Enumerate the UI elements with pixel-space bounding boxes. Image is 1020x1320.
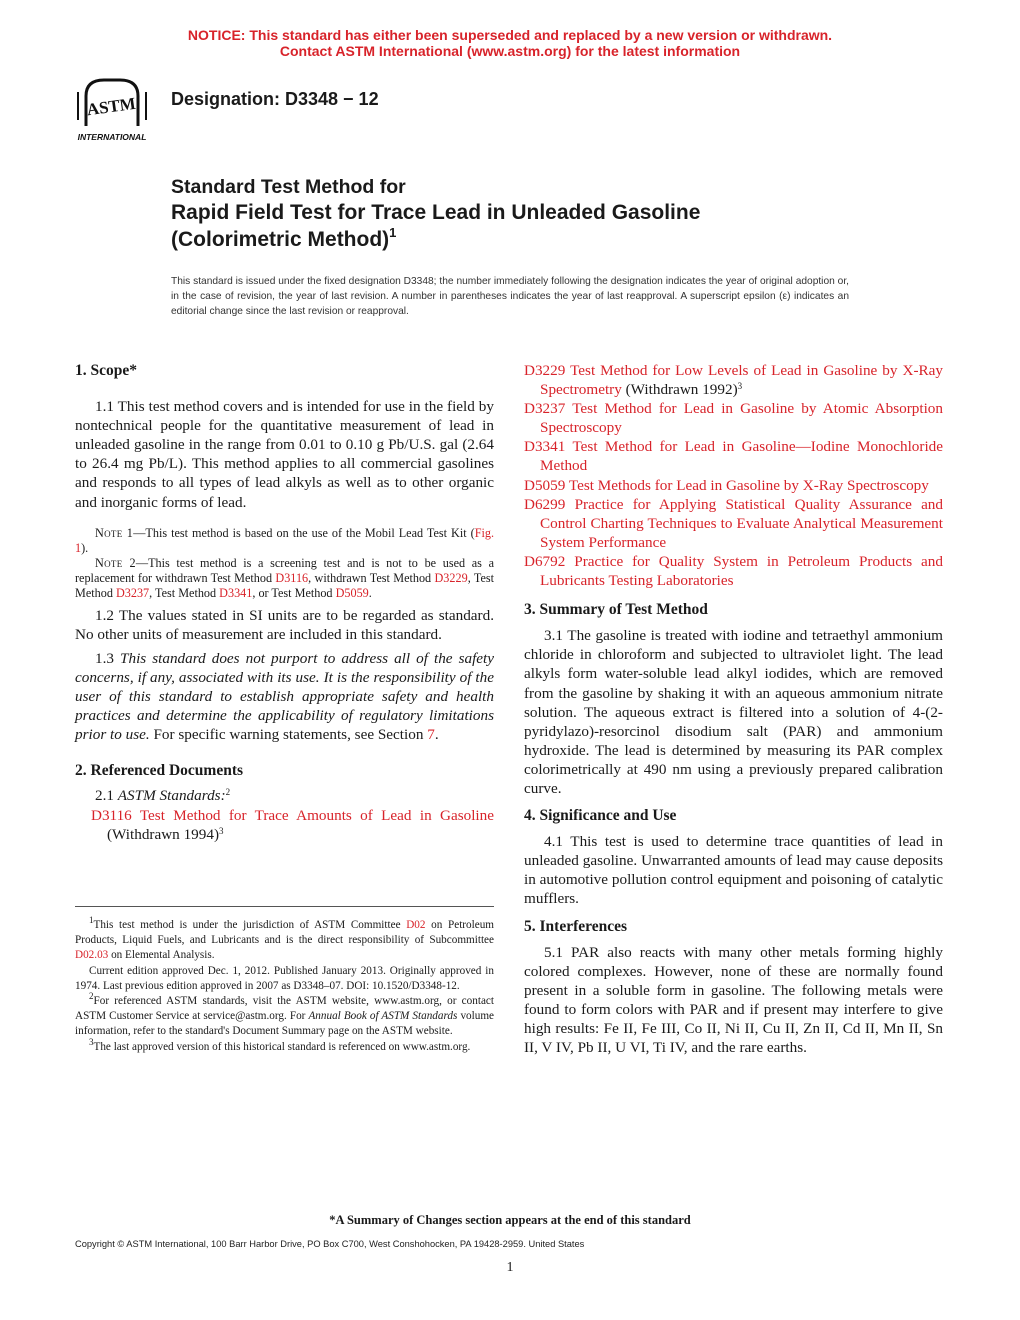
copyright-line: Copyright © ASTM International, 100 Barr Harbor Drive, PO Box C700, West Conshohocken, PA 19428-2959. United States xyxy=(75,1239,585,1249)
title-line-1: Standard Test Method for xyxy=(171,176,406,198)
annual-book-title: Annual Book of ASTM Standards xyxy=(308,1010,458,1023)
title-line-2: Rapid Field Test for Trace Lead in Unleaded Gasoline xyxy=(171,201,701,224)
ref-code[interactable]: D6299 xyxy=(524,495,566,513)
title-line-3-text: (Colorimetric Method) xyxy=(171,228,390,251)
ref-title[interactable]: Test Method for Lead in Gasoline by Atomic Absorption Spectroscopy xyxy=(540,400,943,437)
section-7-link[interactable]: 7 xyxy=(427,726,435,744)
committee-d02-link[interactable]: D02 xyxy=(406,919,426,931)
footnotes xyxy=(75,915,494,1055)
footnote-1-text-a: This test method is under the jurisdiction of ASTM Committee xyxy=(93,919,407,931)
note-2-mid2: , Test Method xyxy=(75,570,494,600)
summary-of-changes-note: *A Summary of Changes section appears at the end of this standard xyxy=(329,1213,691,1227)
paragraph-1-2: 1.2 The values stated in SI units are to be regarded as standard. No other units of measurement are included in this standard. xyxy=(75,606,494,643)
ref-list-right xyxy=(524,361,943,590)
withdrawal-notice xyxy=(0,27,1020,59)
figure-1-link[interactable]: Fig. 1 xyxy=(75,525,494,555)
footnote-2-mark-fn: 2 xyxy=(89,991,94,1002)
paragraph-1-3-rest: For specific warning statements, see Section xyxy=(149,726,428,744)
paragraph-1-3-number: 1.3 xyxy=(95,649,121,667)
ref-title[interactable]: Practice for Quality System in Petroleum Products and Lubricants Testing Laboratories xyxy=(540,552,943,590)
ref-footnote-mark: 3 xyxy=(737,381,743,392)
footnote-1-edition: Current edition approved Dec. 1, 2012. Published January 2013. Originally approved in 1974. Last previous edition approved in 2007 as D3348–07. DOI: 10.1520/D3348-12. xyxy=(75,964,494,992)
document-title xyxy=(171,175,700,253)
note-2 xyxy=(75,556,494,601)
ref-code[interactable]: D3229 xyxy=(524,362,566,379)
ref-d3341[interactable] xyxy=(524,437,943,475)
astm-standards-label: ASTM Standards: xyxy=(117,787,226,805)
issuance-statement: This standard is issued under the fixed designation D3348; the number immediately following the designation indicates the year of original adoption or, in the case of revision, the year of last revision. A number in parentheses indicates the year of last reapproval. A superscript epsilon (ε) indicates an editorial change since the last revision or reapproval. xyxy=(171,276,849,317)
footnote-2-text-a: For referenced ASTM standards, visit the ASTM website, www.astm.org, or contact ASTM Customer Service at service@astm.org. For xyxy=(75,995,494,1023)
ref-code[interactable]: D3341 xyxy=(524,438,566,456)
ref-footnote-mark: 3 xyxy=(219,825,224,836)
ref-status: (Withdrawn 1992) xyxy=(621,381,738,399)
ref-code[interactable]: D3116 xyxy=(91,806,132,824)
ref-d6299[interactable] xyxy=(524,495,943,552)
note-2-text: —This test method is a screening test and is not to be used as a replacement for withdrawn Test Method xyxy=(75,555,494,585)
ref-d3229[interactable] xyxy=(524,361,943,399)
page-number: 1 xyxy=(506,1260,514,1275)
title-line-3 xyxy=(171,226,700,253)
logo-mark-text: ASTM xyxy=(85,93,137,120)
footnote-1 xyxy=(75,915,494,964)
ref-status: (Withdrawn 1994) xyxy=(107,825,219,843)
ref-title[interactable]: Test Method for Low Levels of Lead in Gasoline by X-Ray Spectrometry xyxy=(540,362,943,399)
title-footnote-mark: 1 xyxy=(389,225,397,240)
logo-subtext: INTERNATIONAL xyxy=(77,132,147,142)
ref-title[interactable]: Test Methods for Lead in Gasoline by X-Ray Spectroscopy xyxy=(565,476,929,494)
footnote-3-mark: 3 xyxy=(89,1036,94,1047)
note-1 xyxy=(75,526,494,556)
ref-code[interactable]: D3237 xyxy=(524,400,566,418)
paragraph-2-1 xyxy=(75,786,494,805)
designation: Designation: D3348 − 12 xyxy=(171,89,379,109)
footnote-1-mark: 1 xyxy=(89,915,94,925)
note-1-label: Note 1 xyxy=(95,525,134,540)
paragraph-4-1: 4.1 This test is used to determine trace quantities of lead in unleaded gasoline. Unwarranted amounts of lead may cause deposits in automotive pollution control equipment and poisoning of catalytic mufflers. xyxy=(524,833,943,908)
link-d3116[interactable]: D3116 xyxy=(275,570,309,585)
note-2-label: Note 2 xyxy=(95,555,136,570)
ref-d3237[interactable] xyxy=(524,399,943,437)
notice-line-1: NOTICE: This standard has either been superseded and replaced by a new version or withdrawn. xyxy=(187,27,833,43)
note-1-end: ). xyxy=(81,540,89,555)
paragraph-3-1: 3.1 The gasoline is treated with iodine and tetraethyl ammonium chloride in chloroform and subjected to ultraviolet light. The lead alkyls form water-soluble lead alkyl iodides, which are removed from the gasoline by shaking it with an aqueous ammonium nitrate solution. The aqueous extract is filtered into a solution of 4-(2-pyridylazo)-resorcinol disodium salt (PAR) and ammonium hydroxide. The lead is determined by measuring its PAR complex colorimetrically at 490 nm using a previously prepared calibration curve. xyxy=(524,627,943,797)
note-2-end: . xyxy=(368,585,372,600)
ref-title[interactable]: Test Method for Trace Amounts of Lead in Gasoline xyxy=(131,806,494,824)
ref-d5059[interactable] xyxy=(524,476,943,495)
right-column xyxy=(524,361,943,1057)
notice-line-2: Contact ASTM International (www.astm.org) for the latest information xyxy=(279,43,741,59)
safety-caveat: This standard does not purport to address all of the safety concerns, if any, associated with its use. It is the responsibility of the user of this standard to establish appropriate safety and health practices and determine the applicability of regulatory limitations prior to use. xyxy=(75,649,495,744)
section-4-heading: 4. Significance and Use xyxy=(524,807,677,825)
left-column xyxy=(75,361,494,844)
ref-list-left xyxy=(75,806,494,844)
footnote-3-text: The last approved version of this historical standard is referenced on www.astm.org. xyxy=(93,1040,471,1053)
astm-logo xyxy=(74,74,164,144)
note-2-mid1: , withdrawn Test Method xyxy=(308,570,435,585)
footnote-2-text-b: volume information, refer to the standard's Document Summary page on the ASTM website. xyxy=(75,1010,494,1038)
note-2-mid4: , or Test Method xyxy=(252,585,336,600)
subcommittee-d02-03-link[interactable]: D02.03 xyxy=(75,949,109,962)
paragraph-5-1: 5.1 PAR also reacts with many other metals forming highly colored complexes. However, none of these are normally found present in a soluble form in gasoline. The following metals were found to form colors with PAR and if present may interfere to give high results: Fe II, Fe III, Co II, Ni II, Cu II, Zn II, Cd II, Mn II, Sn II, V IV, Pb II, U VI, Ti IV, and the rare earths. xyxy=(524,943,943,1057)
footnote-2 xyxy=(75,991,494,1040)
ref-title[interactable]: Practice for Applying Statistical Quality Assurance and Control Charting Techniques to Evaluate Analytical Measurement System Performance xyxy=(540,495,943,551)
footnote-rule xyxy=(75,906,494,907)
paragraph-1-3 xyxy=(75,649,494,744)
paragraph-1-1: 1.1 This test method covers and is intended for use in the field by nontechnical people for the quantitative measurement of lead in unleaded gasoline in the range from 0.01 to 0.10 g Pb/U.S. gal (2.64 to 26.4 mg Pb/L). This method applies to all commercial gasolines and responds to all types of lead alkyls as well as to other organic and inorganic forms of lead. xyxy=(75,398,494,511)
link-d5059[interactable]: D5059 xyxy=(335,585,369,600)
ref-code[interactable]: D6792 xyxy=(524,552,566,570)
footnote-2-mark: 2 xyxy=(225,787,231,798)
section-3-heading: 3. Summary of Test Method xyxy=(524,601,708,619)
footnote-1-text-c: on Elemental Analysis. xyxy=(108,949,215,962)
section-2-heading: 2. Referenced Documents xyxy=(75,762,244,780)
ref-d6792[interactable] xyxy=(524,552,943,590)
footnote-3 xyxy=(75,1036,494,1055)
link-d3341[interactable]: D3341 xyxy=(219,585,253,600)
link-d3229[interactable]: D3229 xyxy=(434,570,468,585)
paragraph-2-1-number: 2.1 xyxy=(95,787,118,805)
link-d3237[interactable]: D3237 xyxy=(115,585,150,600)
section-5-heading: 5. Interferences xyxy=(524,917,628,935)
footnote-1-text-b: on Petroleum Products, Liquid Fuels, and Lubricants and is the direct responsibility of Subcommittee xyxy=(75,919,494,947)
ref-title[interactable]: Test Method for Lead in Gasoline—Iodine Monochloride Method xyxy=(540,438,943,475)
ref-code[interactable]: D5059 xyxy=(524,476,566,494)
note-1-text: —This test method is based on the use of the Mobil Lead Test Kit ( xyxy=(133,525,475,540)
section-1-heading: 1. Scope* xyxy=(75,362,137,379)
note-2-mid3: , Test Method xyxy=(149,585,220,600)
ref-d3116[interactable] xyxy=(91,806,494,844)
paragraph-1-3-end: . xyxy=(434,726,439,744)
